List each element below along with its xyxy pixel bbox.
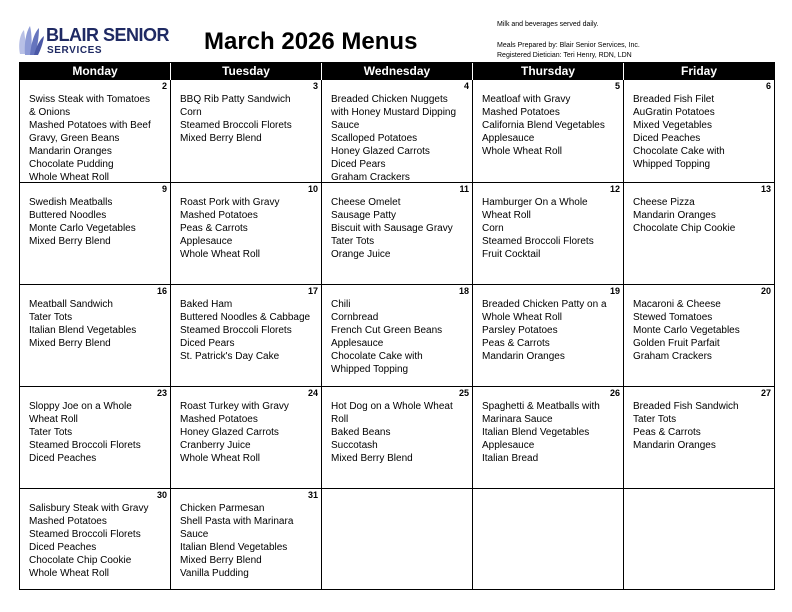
menu-item: Shell Pasta with Marinara — [180, 516, 294, 527]
day-number: 12 — [609, 184, 620, 194]
menu-item: Diced Peaches — [29, 453, 97, 464]
menu-item: Whole Wheat Roll — [29, 568, 110, 579]
lotus-icon — [16, 24, 46, 60]
day-cell — [322, 489, 473, 590]
menu-item: Chocolate Chip Cookie — [633, 223, 736, 234]
menu-item: Roast Turkey with Gravy — [180, 401, 289, 412]
menu-item: Roast Pork with Gravy — [180, 197, 280, 208]
prepared-by-note: Meals Prepared by: Blair Senior Services, Inc. — [497, 42, 640, 49]
day-cell — [473, 489, 624, 590]
menu-item: Buttered Noodles — [29, 210, 107, 221]
day-cell — [20, 285, 171, 386]
menu-item: Mandarin Oranges — [633, 210, 716, 221]
menu-item: Tater Tots — [633, 414, 677, 425]
day-cell — [624, 489, 774, 590]
menu-item: Cornbread — [331, 312, 379, 323]
menu-item: Tater Tots — [331, 236, 375, 247]
menu-item: Whipped Topping — [633, 159, 711, 170]
menu-item: Mixed Berry Blend — [29, 338, 111, 349]
menu-item: St. Patrick's Day Cake — [180, 351, 280, 362]
day-cell — [171, 80, 322, 182]
menu-item: Whole Wheat Roll — [180, 249, 261, 260]
menu-item: Whole Wheat Roll — [29, 172, 110, 182]
menu-item: Sloppy Joe on a Whole — [29, 401, 132, 412]
menu-item: Marinara Sauce — [482, 414, 553, 425]
day-number: 2 — [161, 81, 167, 91]
day-number: 30 — [156, 490, 167, 500]
menu-item: Mandarin Oranges — [633, 440, 716, 451]
menu-item: Stewed Tomatoes — [633, 312, 713, 323]
menu-item: Mashed Potatoes — [29, 516, 107, 527]
menu-item: Meatloaf with Gravy — [482, 94, 571, 105]
day-cell — [473, 285, 624, 386]
menu-item: Cheese Pizza — [633, 197, 695, 208]
menu-item: Breaded Chicken Patty on a — [482, 299, 607, 310]
menu-item: Mixed Berry Blend — [29, 236, 111, 247]
menu-item: Italian Blend Vegetables — [482, 427, 590, 438]
day-cell — [624, 183, 774, 284]
menu-item: Mixed Berry Blend — [331, 453, 413, 464]
day-cell — [20, 80, 171, 182]
day-number: 23 — [156, 388, 167, 398]
day-cell — [322, 285, 473, 386]
day-cell — [473, 387, 624, 488]
menu-item: Mixed Berry Blend — [180, 133, 262, 144]
menu-item: Roll — [331, 414, 349, 425]
menu-item: Whipped Topping — [331, 364, 409, 375]
day-number: 16 — [156, 286, 167, 296]
day-cell — [322, 387, 473, 488]
menu-item: Italian Blend Vegetables — [180, 542, 288, 553]
menu-item: Swiss Steak with Tomatoes — [29, 94, 150, 105]
menu-item: Swedish Meatballs — [29, 197, 113, 208]
week-row — [20, 386, 774, 488]
day-cell — [322, 183, 473, 284]
menu-item: Diced Pears — [180, 338, 235, 349]
header-tuesday: Tuesday — [171, 63, 322, 80]
menu-item: Whole Wheat Roll — [482, 312, 563, 323]
menu-item: Steamed Broccoli Florets — [29, 529, 141, 540]
menu-item: with Honey Mustard Dipping — [331, 107, 457, 118]
page-title: March 2026 Menus — [204, 28, 418, 55]
day-cell — [624, 80, 774, 182]
week-row — [20, 284, 774, 386]
menu-item: Salisbury Steak with Gravy — [29, 503, 149, 514]
menu-item: Sauce — [331, 120, 360, 131]
day-cell — [624, 285, 774, 386]
header-friday: Friday — [680, 64, 717, 78]
day-number: 19 — [609, 286, 620, 296]
menu-item: Succotash — [331, 440, 378, 451]
menu-item: Scalloped Potatoes — [331, 133, 418, 144]
menu-item: French Cut Green Beans — [331, 325, 443, 336]
menu-item: Diced Peaches — [633, 133, 701, 144]
day-number: 20 — [760, 286, 771, 296]
menu-calendar — [19, 62, 775, 590]
menu-item: Steamed Broccoli Florets — [482, 236, 594, 247]
week-row — [20, 182, 774, 284]
menu-item: Monte Carlo Vegetables — [29, 223, 136, 234]
menu-item: Chocolate Cake with — [331, 351, 423, 362]
weekday-header-row — [20, 63, 774, 80]
menu-item: Vanilla Pudding — [180, 568, 249, 579]
menu-item: Breaded Fish Sandwich — [633, 401, 739, 412]
day-number: 4 — [463, 81, 469, 91]
menu-item: Chocolate Chip Cookie — [29, 555, 132, 566]
menu-item: Golden Fruit Parfait — [633, 338, 720, 349]
menu-item: Wheat Roll — [29, 414, 78, 425]
day-cell — [473, 80, 624, 182]
menu-item: Gravy, Green Beans — [29, 133, 120, 144]
menu-item: Buttered Noodles & Cabbage — [180, 312, 311, 323]
day-cell — [473, 183, 624, 284]
menu-item: Fruit Cocktail — [482, 249, 541, 260]
menu-item: Applesauce — [482, 133, 535, 144]
menu-item: Breaded Fish Filet — [633, 94, 715, 105]
menu-item: Applesauce — [331, 338, 384, 349]
menu-item: Macaroni & Cheese — [633, 299, 721, 310]
menu-item: Baked Ham — [180, 299, 233, 310]
menu-item: Diced Peaches — [29, 542, 97, 553]
logo-line2: SERVICES — [47, 45, 103, 56]
menu-item: Hamburger On a Whole — [482, 197, 588, 208]
menu-item: Steamed Broccoli Florets — [29, 440, 141, 451]
menu-item: Applesauce — [482, 440, 535, 451]
menu-item: Diced Pears — [331, 159, 386, 170]
day-number: 3 — [312, 81, 318, 91]
menu-item: Mandarin Oranges — [482, 351, 565, 362]
menu-item: Hot Dog on a Whole Wheat — [331, 401, 453, 412]
week-row — [20, 80, 774, 182]
menu-item: Honey Glazed Carrots — [331, 146, 430, 157]
menu-item: Mandarin Oranges — [29, 146, 112, 157]
dietician-note: Registered Dietician: Teri Henry, RDN, LDN — [497, 52, 632, 59]
menu-item: Orange Juice — [331, 249, 391, 260]
day-number: 10 — [307, 184, 318, 194]
menu-item: Sauce — [180, 529, 209, 540]
menu-item: Cheese Omelet — [331, 197, 401, 208]
menu-item: AuGratin Potatoes — [633, 107, 715, 118]
menu-item: Honey Glazed Carrots — [180, 427, 279, 438]
menu-item: Peas & Carrots — [482, 338, 550, 349]
day-number: 13 — [760, 184, 771, 194]
menu-item: Chocolate Pudding — [29, 159, 114, 170]
menu-item: Monte Carlo Vegetables — [633, 325, 740, 336]
header-monday: Monday — [20, 63, 171, 80]
menu-item: Corn — [180, 107, 202, 118]
beverage-note: Milk and beverages served daily. — [497, 21, 599, 28]
menu-item: Biscuit with Sausage Gravy — [331, 223, 453, 234]
menu-item: Tater Tots — [29, 427, 73, 438]
day-number: 11 — [459, 184, 469, 194]
calendar-weeks — [20, 80, 774, 590]
menu-item: Whole Wheat Roll — [482, 146, 563, 157]
menu-item: Chili — [331, 299, 351, 310]
menu-item: Tater Tots — [29, 312, 73, 323]
day-cell — [171, 285, 322, 386]
menu-item: Spaghetti & Meatballs with — [482, 401, 600, 412]
day-cell — [624, 387, 774, 488]
logo-line1: BLAIR SENIOR — [46, 25, 170, 45]
week-row — [20, 488, 774, 590]
menu-item: Mixed Berry Blend — [180, 555, 262, 566]
menu-item: Parsley Potatoes — [482, 325, 558, 336]
day-number: 24 — [307, 388, 318, 398]
menu-item: Steamed Broccoli Florets — [180, 120, 292, 131]
menu-item: Mashed Potatoes — [482, 107, 560, 118]
menu-item: Whole Wheat Roll — [180, 453, 261, 464]
menu-item: Corn — [482, 223, 504, 234]
day-number: 5 — [614, 81, 620, 91]
day-cell — [322, 80, 473, 182]
header-wednesday: Wednesday — [322, 63, 473, 80]
day-number: 31 — [307, 490, 318, 500]
menu-item: Graham Crackers — [633, 351, 712, 362]
day-number: 17 — [307, 286, 318, 296]
blair-senior-logo — [16, 24, 170, 60]
menu-item: Italian Blend Vegetables — [29, 325, 137, 336]
day-cell — [171, 183, 322, 284]
menu-item: Breaded Chicken Nuggets — [331, 94, 448, 105]
menu-item: California Blend Vegetables — [482, 120, 605, 131]
day-number: 27 — [760, 388, 771, 398]
menu-item: Graham Crackers — [331, 172, 410, 182]
menu-item: Peas & Carrots — [633, 427, 701, 438]
menu-item: BBQ Rib Patty Sandwich — [180, 94, 291, 105]
day-number: 25 — [458, 388, 469, 398]
day-number: 9 — [161, 184, 167, 194]
menu-item: & Onions — [29, 107, 71, 118]
day-number: 18 — [458, 286, 469, 296]
menu-item: Cranberry Juice — [180, 440, 251, 451]
menu-item: Chicken Parmesan — [180, 503, 265, 514]
menu-item: Peas & Carrots — [180, 223, 248, 234]
day-cell — [171, 387, 322, 488]
menu-item: Sausage Patty — [331, 210, 397, 221]
header-thursday: Thursday — [473, 63, 624, 80]
menu-item: Meatball Sandwich — [29, 299, 113, 310]
day-number: 26 — [609, 388, 620, 398]
menu-item: Chocolate Cake with — [633, 146, 725, 157]
menu-item: Mashed Potatoes — [180, 210, 258, 221]
day-cell — [20, 183, 171, 284]
day-cell — [20, 489, 171, 590]
day-number: 6 — [765, 81, 771, 91]
menu-item: Mixed Vegetables — [633, 120, 712, 131]
menu-item: Italian Bread — [482, 453, 539, 464]
menu-item: Mashed Potatoes — [180, 414, 258, 425]
menu-item: Wheat Roll — [482, 210, 531, 221]
menu-item: Mashed Potatoes with Beef — [29, 120, 151, 131]
day-cell — [20, 387, 171, 488]
day-cell — [171, 489, 322, 590]
menu-item: Baked Beans — [331, 427, 391, 438]
menu-item: Steamed Broccoli Florets — [180, 325, 292, 336]
menu-item: Applesauce — [180, 236, 233, 247]
